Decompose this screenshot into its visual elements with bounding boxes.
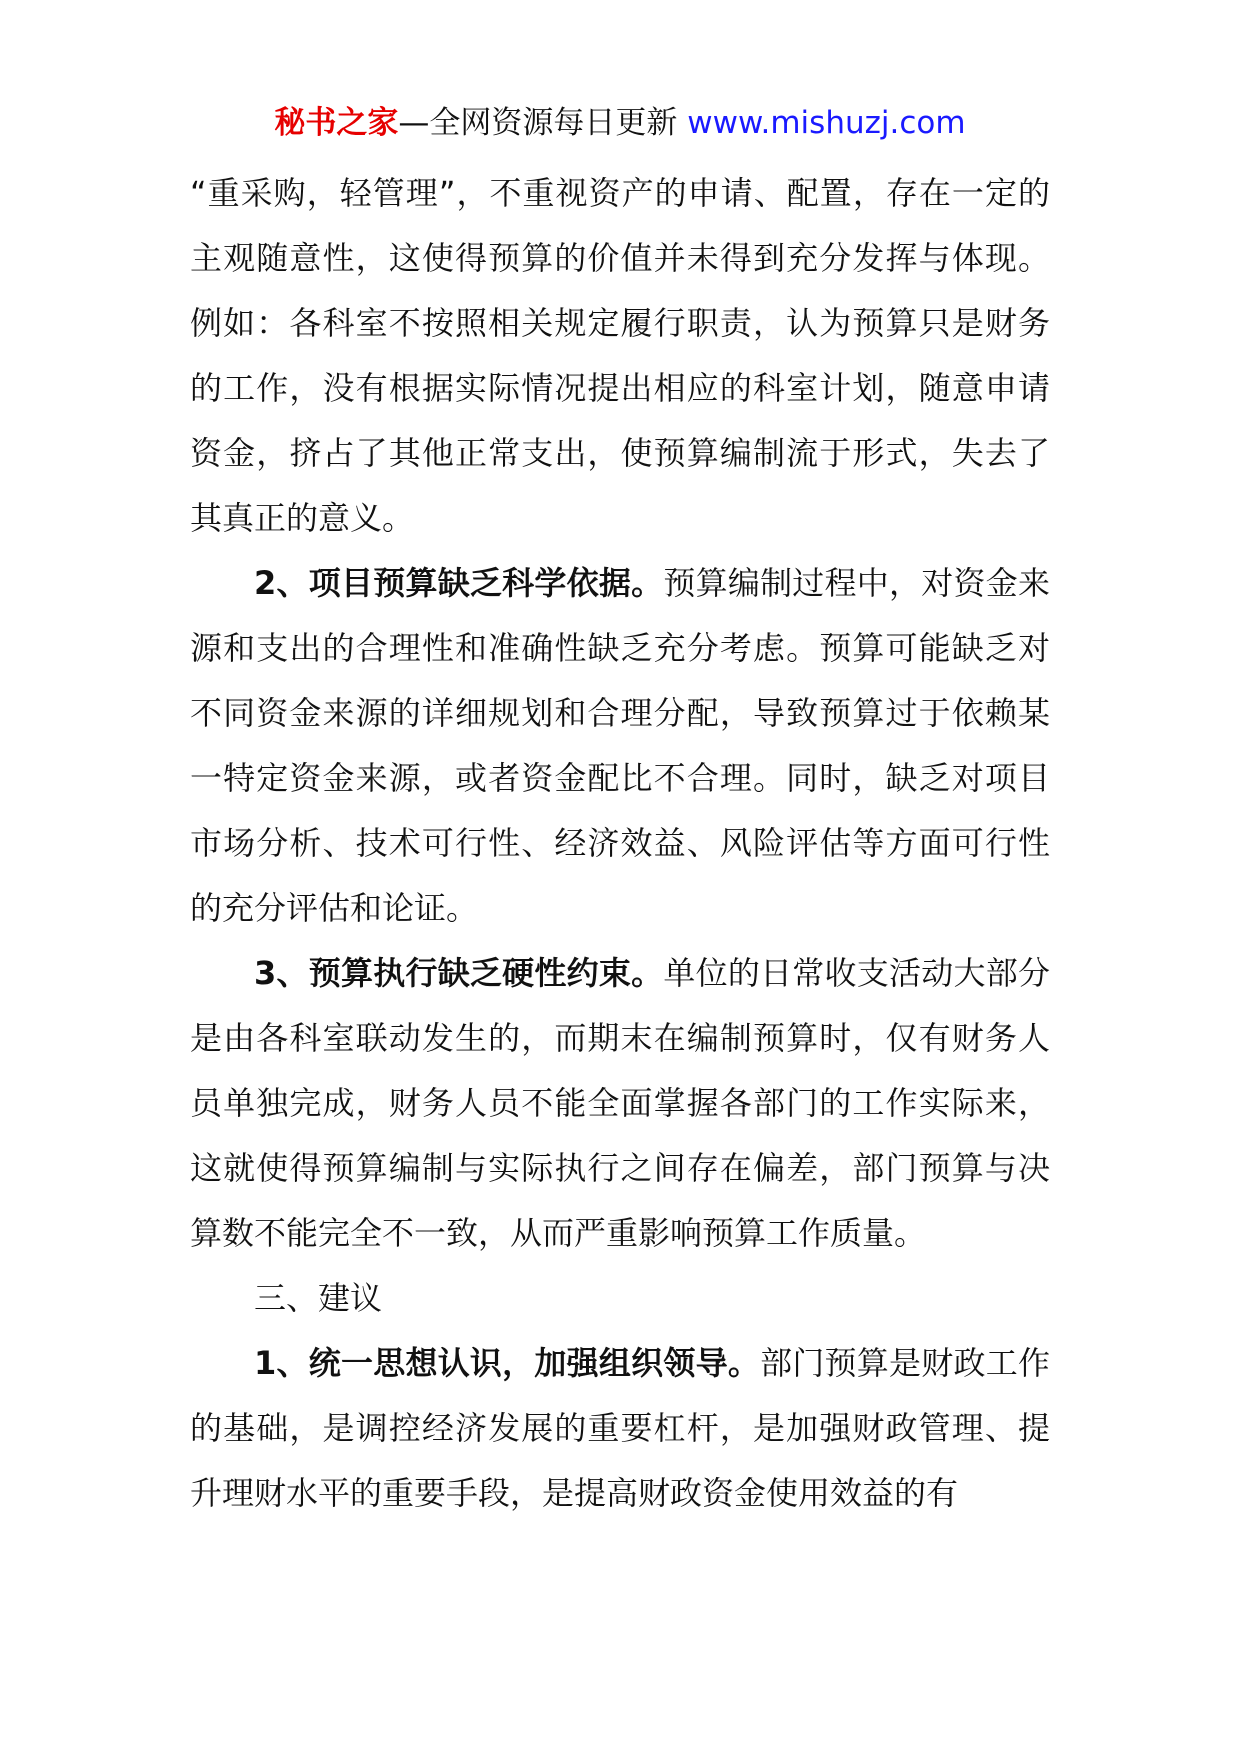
brand-name: 秘书之家 [274,105,399,141]
paragraph-unify-thinking [190,1331,1050,1526]
paragraph-budget-execution [190,941,1050,1266]
paragraph-heading: 1、统一思想认识，加强组织领导。 [254,1344,761,1382]
paragraph-text: 预算编制过程中，对资金来源和支出的合理性和准确性缺乏充分考虑。预算可能缺乏对不同资金来源的详细规划和合理分配，导致预算过于依赖某一特定资金来源，或者资金配比不合理。同时，缺乏对项目市场分析、技术可行性、经济效益、风险评估等方面可行性的充分评估和论证。 [190,564,1050,927]
paragraph-text: 单位的日常收支活动大部分是由各科室联动发生的，而期末在编制预算时，仅有财务人员单独完成，财务人员不能全面掌握各部门的工作实际来，这就使得预算编制与实际执行之间存在偏差，部门预算与决算数不能完全不一致，从而严重影响预算工作质量。 [190,954,1050,1252]
site-header [0,100,1240,146]
document-body [190,161,1050,1526]
paragraph-continued: “重采购，轻管理”，不重视资产的申请、配置，存在一定的主观随意性，这使得预算的价值并未得到充分发挥与体现。例如：各科室不按照相关规定履行职责，认为预算只是财务的工作，没有根据实际情况提出相应的科室计划，随意申请资金，挤占了其他正常支出，使预算编制流于形式，失去了其真正的意义。 [190,174,1050,537]
paragraph-project-budget [190,551,1050,941]
paragraph-heading: 3、预算执行缺乏硬性约束。 [254,954,664,992]
header-tagline: —全网资源每日更新 [398,105,678,141]
paragraph-text: 部门预算是财政工作的基础，是调控经济发展的重要杠杆，是加强财政管理、提升理财水平的重要手段，是提高财政资金使用效益的有 [190,1344,1050,1512]
section-title: 三、建议 [254,1279,383,1317]
paragraph-heading: 2、项目预算缺乏科学依据。 [254,564,664,602]
site-url-link[interactable]: www.mishuzj.com [687,105,966,141]
